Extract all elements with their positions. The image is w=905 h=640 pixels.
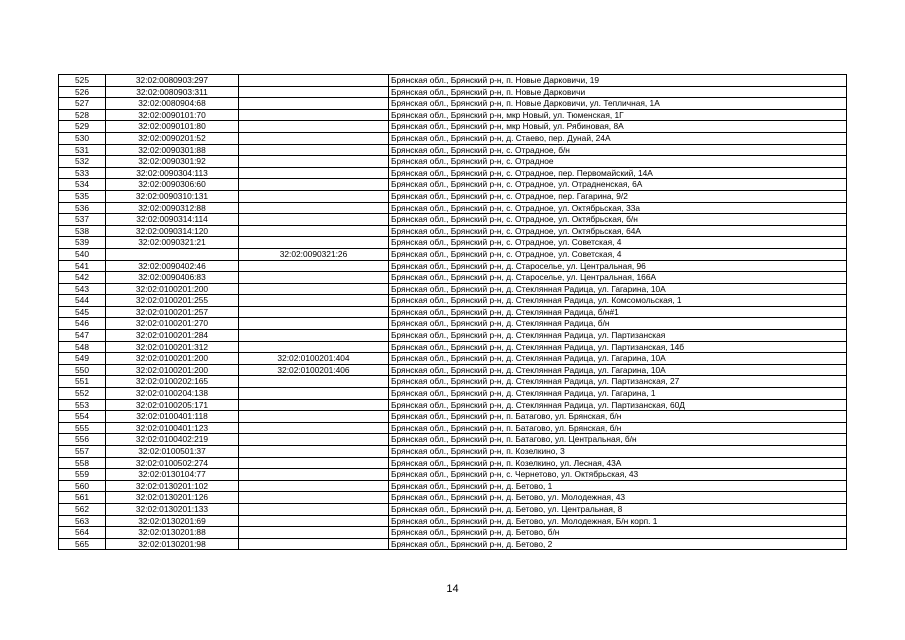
row-number-cell: 552 — [59, 388, 106, 400]
table-row — [59, 75, 847, 87]
row-number-cell: 545 — [59, 306, 106, 318]
address-cell: Брянская обл., Брянский р-н, с. Отрадное, ул. Октябрьская, 64А — [389, 225, 847, 237]
linked-cadastral-number-cell — [239, 503, 389, 515]
linked-cadastral-number-cell — [239, 411, 389, 423]
linked-cadastral-number-cell — [239, 538, 389, 550]
table-row — [59, 527, 847, 539]
cadastral-number-cell: 32:02:0090402:46 — [106, 260, 239, 272]
address-cell: Брянская обл., Брянский р-н, с. Отрадное, пер. Гагарина, 9/2 — [389, 190, 847, 202]
row-number-cell: 533 — [59, 167, 106, 179]
row-number-cell: 556 — [59, 434, 106, 446]
row-number-cell: 553 — [59, 399, 106, 411]
address-cell: Брянская обл., Брянский р-н, д. Стеклянная Радица, б/н — [389, 318, 847, 330]
linked-cadastral-number-cell — [239, 190, 389, 202]
cadastral-number-cell: 32:02:0100201:200 — [106, 364, 239, 376]
row-number-cell: 558 — [59, 457, 106, 469]
row-number-cell: 562 — [59, 503, 106, 515]
linked-cadastral-number-cell — [239, 167, 389, 179]
cadastral-number-cell: 32:02:0100204:138 — [106, 388, 239, 400]
linked-cadastral-number-cell — [239, 214, 389, 226]
address-cell: Брянская обл., Брянский р-н, п. Козелкино, 3 — [389, 446, 847, 458]
linked-cadastral-number-cell: 32:02:0100201:406 — [239, 364, 389, 376]
address-cell: Брянская обл., Брянский р-н, с. Отрадное, ул. Советская, 4 — [389, 237, 847, 249]
row-number-cell: 554 — [59, 411, 106, 423]
table-row — [59, 98, 847, 110]
table-row — [59, 167, 847, 179]
table-row — [59, 503, 847, 515]
address-cell: Брянская обл., Брянский р-н, с. Чернетово, ул. Октябрьская, 43 — [389, 469, 847, 481]
address-cell: Брянская обл., Брянский р-н, д. Бетово, б/н — [389, 527, 847, 539]
table-row — [59, 306, 847, 318]
table-row — [59, 248, 847, 260]
cadastral-number-cell: 32:02:0130201:69 — [106, 515, 239, 527]
linked-cadastral-number-cell: 32:02:0090321:26 — [239, 248, 389, 260]
row-number-cell: 548 — [59, 341, 106, 353]
address-cell: Брянская обл., Брянский р-н, с. Отрадное — [389, 156, 847, 168]
linked-cadastral-number-cell — [239, 388, 389, 400]
row-number-cell: 543 — [59, 283, 106, 295]
row-number-cell: 527 — [59, 98, 106, 110]
table-row — [59, 190, 847, 202]
table-row — [59, 156, 847, 168]
cadastral-number-cell: 32:02:0100201:270 — [106, 318, 239, 330]
address-cell: Брянская обл., Брянский р-н, д. Стеклянная Радица, ул. Гагарина, 1 — [389, 388, 847, 400]
row-number-cell: 530 — [59, 132, 106, 144]
table-row — [59, 318, 847, 330]
row-number-cell: 549 — [59, 353, 106, 365]
linked-cadastral-number-cell — [239, 179, 389, 191]
linked-cadastral-number-cell — [239, 515, 389, 527]
address-cell: Брянская обл., Брянский р-н, д. Староселье, ул. Центральная, 166А — [389, 272, 847, 284]
row-number-cell: 528 — [59, 109, 106, 121]
table-row — [59, 86, 847, 98]
address-cell: Брянская обл., Брянский р-н, д. Стеклянная Радица, ул. Гагарина, 10А — [389, 283, 847, 295]
address-cell: Брянская обл., Брянский р-н, с. Отрадное, ул. Октябрьская, 33а — [389, 202, 847, 214]
linked-cadastral-number-cell — [239, 422, 389, 434]
linked-cadastral-number-cell — [239, 469, 389, 481]
linked-cadastral-number-cell — [239, 492, 389, 504]
cadastral-number-cell: 32:02:0090306:60 — [106, 179, 239, 191]
table-row — [59, 341, 847, 353]
table-row — [59, 260, 847, 272]
cadastral-number-cell: 32:02:0100502:274 — [106, 457, 239, 469]
cadastral-number-cell: 32:02:0090321:21 — [106, 237, 239, 249]
table-row — [59, 295, 847, 307]
row-number-cell: 532 — [59, 156, 106, 168]
linked-cadastral-number-cell — [239, 527, 389, 539]
address-cell: Брянская обл., Брянский р-н, д. Стеклянная Радица, ул. Партизанская — [389, 330, 847, 342]
cadastral-number-cell: 32:02:0130201:133 — [106, 503, 239, 515]
linked-cadastral-number-cell — [239, 446, 389, 458]
table-row — [59, 109, 847, 121]
row-number-cell: 544 — [59, 295, 106, 307]
cadastral-number-cell: 32:02:0100202:165 — [106, 376, 239, 388]
address-cell: Брянская обл., Брянский р-н, п. Батагово, ул. Центральная, б/н — [389, 434, 847, 446]
cadastral-number-cell — [106, 248, 239, 260]
address-cell: Брянская обл., Брянский р-н, с. Отрадное, пер. Первомайский, 14А — [389, 167, 847, 179]
table-row — [59, 225, 847, 237]
address-cell: Брянская обл., Брянский р-н, д. Стеклянная Радица, б/н#1 — [389, 306, 847, 318]
cadastral-number-cell: 32:02:0090301:92 — [106, 156, 239, 168]
row-number-cell: 557 — [59, 446, 106, 458]
linked-cadastral-number-cell — [239, 283, 389, 295]
row-number-cell: 537 — [59, 214, 106, 226]
table-row — [59, 330, 847, 342]
table-row — [59, 515, 847, 527]
address-cell: Брянская обл., Брянский р-н, д. Стеклянная Радица, ул. Гагарина, 10А — [389, 353, 847, 365]
address-cell: Брянская обл., Брянский р-н, п. Батагово, ул. Брянская, б/н — [389, 422, 847, 434]
linked-cadastral-number-cell — [239, 376, 389, 388]
cadastral-number-cell: 32:02:0100201:200 — [106, 353, 239, 365]
linked-cadastral-number-cell — [239, 434, 389, 446]
linked-cadastral-number-cell — [239, 132, 389, 144]
linked-cadastral-number-cell — [239, 330, 389, 342]
cadastral-number-cell: 32:02:0090314:120 — [106, 225, 239, 237]
address-cell: Брянская обл., Брянский р-н, д. Бетово, 1 — [389, 480, 847, 492]
cadastral-number-cell: 32:02:0080903:311 — [106, 86, 239, 98]
address-cell: Брянская обл., Брянский р-н, п. Новые Дарковичи, ул. Тепличная, 1А — [389, 98, 847, 110]
row-number-cell: 542 — [59, 272, 106, 284]
cadastral-number-cell: 32:02:0100402:219 — [106, 434, 239, 446]
table-row — [59, 214, 847, 226]
address-cell: Брянская обл., Брянский р-н, мкр Новый, ул. Тюменская, 1Г — [389, 109, 847, 121]
row-number-cell: 526 — [59, 86, 106, 98]
row-number-cell: 535 — [59, 190, 106, 202]
table-row — [59, 237, 847, 249]
cadastral-number-cell: 32:02:0090310:131 — [106, 190, 239, 202]
linked-cadastral-number-cell — [239, 295, 389, 307]
address-cell: Брянская обл., Брянский р-н, д. Бетово, ул. Центральная, 8 — [389, 503, 847, 515]
address-cell: Брянская обл., Брянский р-н, с. Отрадное, ул. Отрадненская, 6А — [389, 179, 847, 191]
row-number-cell: 525 — [59, 75, 106, 87]
row-number-cell: 531 — [59, 144, 106, 156]
linked-cadastral-number-cell — [239, 121, 389, 133]
cadastral-number-cell: 32:02:0080903:297 — [106, 75, 239, 87]
cadastral-number-cell: 32:02:0100201:200 — [106, 283, 239, 295]
cadastral-number-cell: 32:02:0100401:118 — [106, 411, 239, 423]
linked-cadastral-number-cell — [239, 457, 389, 469]
cadastral-number-cell: 32:02:0090101:80 — [106, 121, 239, 133]
row-number-cell: 539 — [59, 237, 106, 249]
table-row — [59, 364, 847, 376]
row-number-cell: 534 — [59, 179, 106, 191]
linked-cadastral-number-cell — [239, 399, 389, 411]
row-number-cell: 547 — [59, 330, 106, 342]
linked-cadastral-number-cell — [239, 202, 389, 214]
linked-cadastral-number-cell — [239, 260, 389, 272]
address-cell: Брянская обл., Брянский р-н, с. Отрадное, б/н — [389, 144, 847, 156]
linked-cadastral-number-cell — [239, 86, 389, 98]
table-row — [59, 480, 847, 492]
linked-cadastral-number-cell — [239, 144, 389, 156]
table-row — [59, 376, 847, 388]
cadastral-number-cell: 32:02:0090101:70 — [106, 109, 239, 121]
row-number-cell: 536 — [59, 202, 106, 214]
address-cell: Брянская обл., Брянский р-н, д. Стаево, пер. Дунай, 24А — [389, 132, 847, 144]
linked-cadastral-number-cell — [239, 98, 389, 110]
table-row — [59, 272, 847, 284]
row-number-cell: 563 — [59, 515, 106, 527]
table-row — [59, 144, 847, 156]
address-cell: Брянская обл., Брянский р-н, д. Стеклянная Радица, ул. Комсомольская, 1 — [389, 295, 847, 307]
table-row — [59, 492, 847, 504]
cadastral-number-cell: 32:02:0100501:37 — [106, 446, 239, 458]
table-row — [59, 179, 847, 191]
address-cell: Брянская обл., Брянский р-н, с. Отрадное, ул. Октябрьская, б/н — [389, 214, 847, 226]
cadastral-number-cell: 32:02:0100201:284 — [106, 330, 239, 342]
cadastral-number-cell: 32:02:0100201:255 — [106, 295, 239, 307]
row-number-cell: 546 — [59, 318, 106, 330]
cadastral-number-cell: 32:02:0090314:114 — [106, 214, 239, 226]
cadastral-number-cell: 32:02:0090312:88 — [106, 202, 239, 214]
cadastral-number-cell: 32:02:0130201:102 — [106, 480, 239, 492]
table-row — [59, 411, 847, 423]
address-cell: Брянская обл., Брянский р-н, д. Бетово, 2 — [389, 538, 847, 550]
linked-cadastral-number-cell — [239, 341, 389, 353]
cadastral-number-cell: 32:02:0100401:123 — [106, 422, 239, 434]
linked-cadastral-number-cell — [239, 480, 389, 492]
address-cell: Брянская обл., Брянский р-н, д. Бетово, ул. Молодежная, 43 — [389, 492, 847, 504]
cadastral-number-cell: 32:02:0080904:68 — [106, 98, 239, 110]
address-cell: Брянская обл., Брянский р-н, п. Новые Дарковичи — [389, 86, 847, 98]
address-cell: Брянская обл., Брянский р-н, д. Староселье, ул. Центральная, 96 — [389, 260, 847, 272]
cadastral-number-cell: 32:02:0130201:88 — [106, 527, 239, 539]
row-number-cell: 541 — [59, 260, 106, 272]
table-row — [59, 457, 847, 469]
table-body — [59, 75, 847, 550]
address-cell: Брянская обл., Брянский р-н, д. Стеклянная Радица, ул. Партизанская, 60Д — [389, 399, 847, 411]
linked-cadastral-number-cell — [239, 318, 389, 330]
row-number-cell: 555 — [59, 422, 106, 434]
row-number-cell: 529 — [59, 121, 106, 133]
address-cell: Брянская обл., Брянский р-н, д. Стеклянная Радица, ул. Партизанская, 14б — [389, 341, 847, 353]
cadastral-number-cell: 32:02:0090304:113 — [106, 167, 239, 179]
table-row — [59, 353, 847, 365]
table-row — [59, 399, 847, 411]
table-row — [59, 121, 847, 133]
address-cell: Брянская обл., Брянский р-н, п. Батагово, ул. Брянская, б/н — [389, 411, 847, 423]
table-row — [59, 422, 847, 434]
objects-table — [58, 74, 847, 550]
row-number-cell: 551 — [59, 376, 106, 388]
table-row — [59, 446, 847, 458]
address-cell: Брянская обл., Брянский р-н, мкр Новый, ул. Рябиновая, 8А — [389, 121, 847, 133]
row-number-cell: 559 — [59, 469, 106, 481]
cadastral-number-cell: 32:02:0090406:83 — [106, 272, 239, 284]
linked-cadastral-number-cell — [239, 225, 389, 237]
address-cell: Брянская обл., Брянский р-н, с. Отрадное, ул. Советская, 4 — [389, 248, 847, 260]
table-row — [59, 434, 847, 446]
cadastral-number-cell: 32:02:0090201:52 — [106, 132, 239, 144]
cadastral-number-cell: 32:02:0130201:98 — [106, 538, 239, 550]
address-cell: Брянская обл., Брянский р-н, д. Бетово, ул. Молодежная, Б/н корп. 1 — [389, 515, 847, 527]
table-row — [59, 202, 847, 214]
linked-cadastral-number-cell: 32:02:0100201:404 — [239, 353, 389, 365]
linked-cadastral-number-cell — [239, 237, 389, 249]
cadastral-number-cell: 32:02:0100201:257 — [106, 306, 239, 318]
linked-cadastral-number-cell — [239, 75, 389, 87]
address-cell: Брянская обл., Брянский р-н, д. Стеклянная Радица, ул. Гагарина, 10А — [389, 364, 847, 376]
cadastral-number-cell: 32:02:0100205:171 — [106, 399, 239, 411]
table-row — [59, 132, 847, 144]
table-row — [59, 538, 847, 550]
cadastral-number-cell: 32:02:0090301:88 — [106, 144, 239, 156]
linked-cadastral-number-cell — [239, 272, 389, 284]
linked-cadastral-number-cell — [239, 306, 389, 318]
address-cell: Брянская обл., Брянский р-н, п. Козелкино, ул. Лесная, 43А — [389, 457, 847, 469]
row-number-cell: 565 — [59, 538, 106, 550]
linked-cadastral-number-cell — [239, 109, 389, 121]
cadastral-number-cell: 32:02:0130201:126 — [106, 492, 239, 504]
row-number-cell: 538 — [59, 225, 106, 237]
table-row — [59, 469, 847, 481]
table-row — [59, 388, 847, 400]
row-number-cell: 540 — [59, 248, 106, 260]
table-row — [59, 283, 847, 295]
row-number-cell: 564 — [59, 527, 106, 539]
cadastral-number-cell: 32:02:0130104:77 — [106, 469, 239, 481]
address-cell: Брянская обл., Брянский р-н, д. Стеклянная Радица, ул. Партизанская, 27 — [389, 376, 847, 388]
page-number: 14 — [446, 583, 459, 595]
row-number-cell: 550 — [59, 364, 106, 376]
address-cell: Брянская обл., Брянский р-н, п. Новые Дарковичи, 19 — [389, 75, 847, 87]
cadastral-number-cell: 32:02:0100201:312 — [106, 341, 239, 353]
linked-cadastral-number-cell — [239, 156, 389, 168]
row-number-cell: 560 — [59, 480, 106, 492]
row-number-cell: 561 — [59, 492, 106, 504]
